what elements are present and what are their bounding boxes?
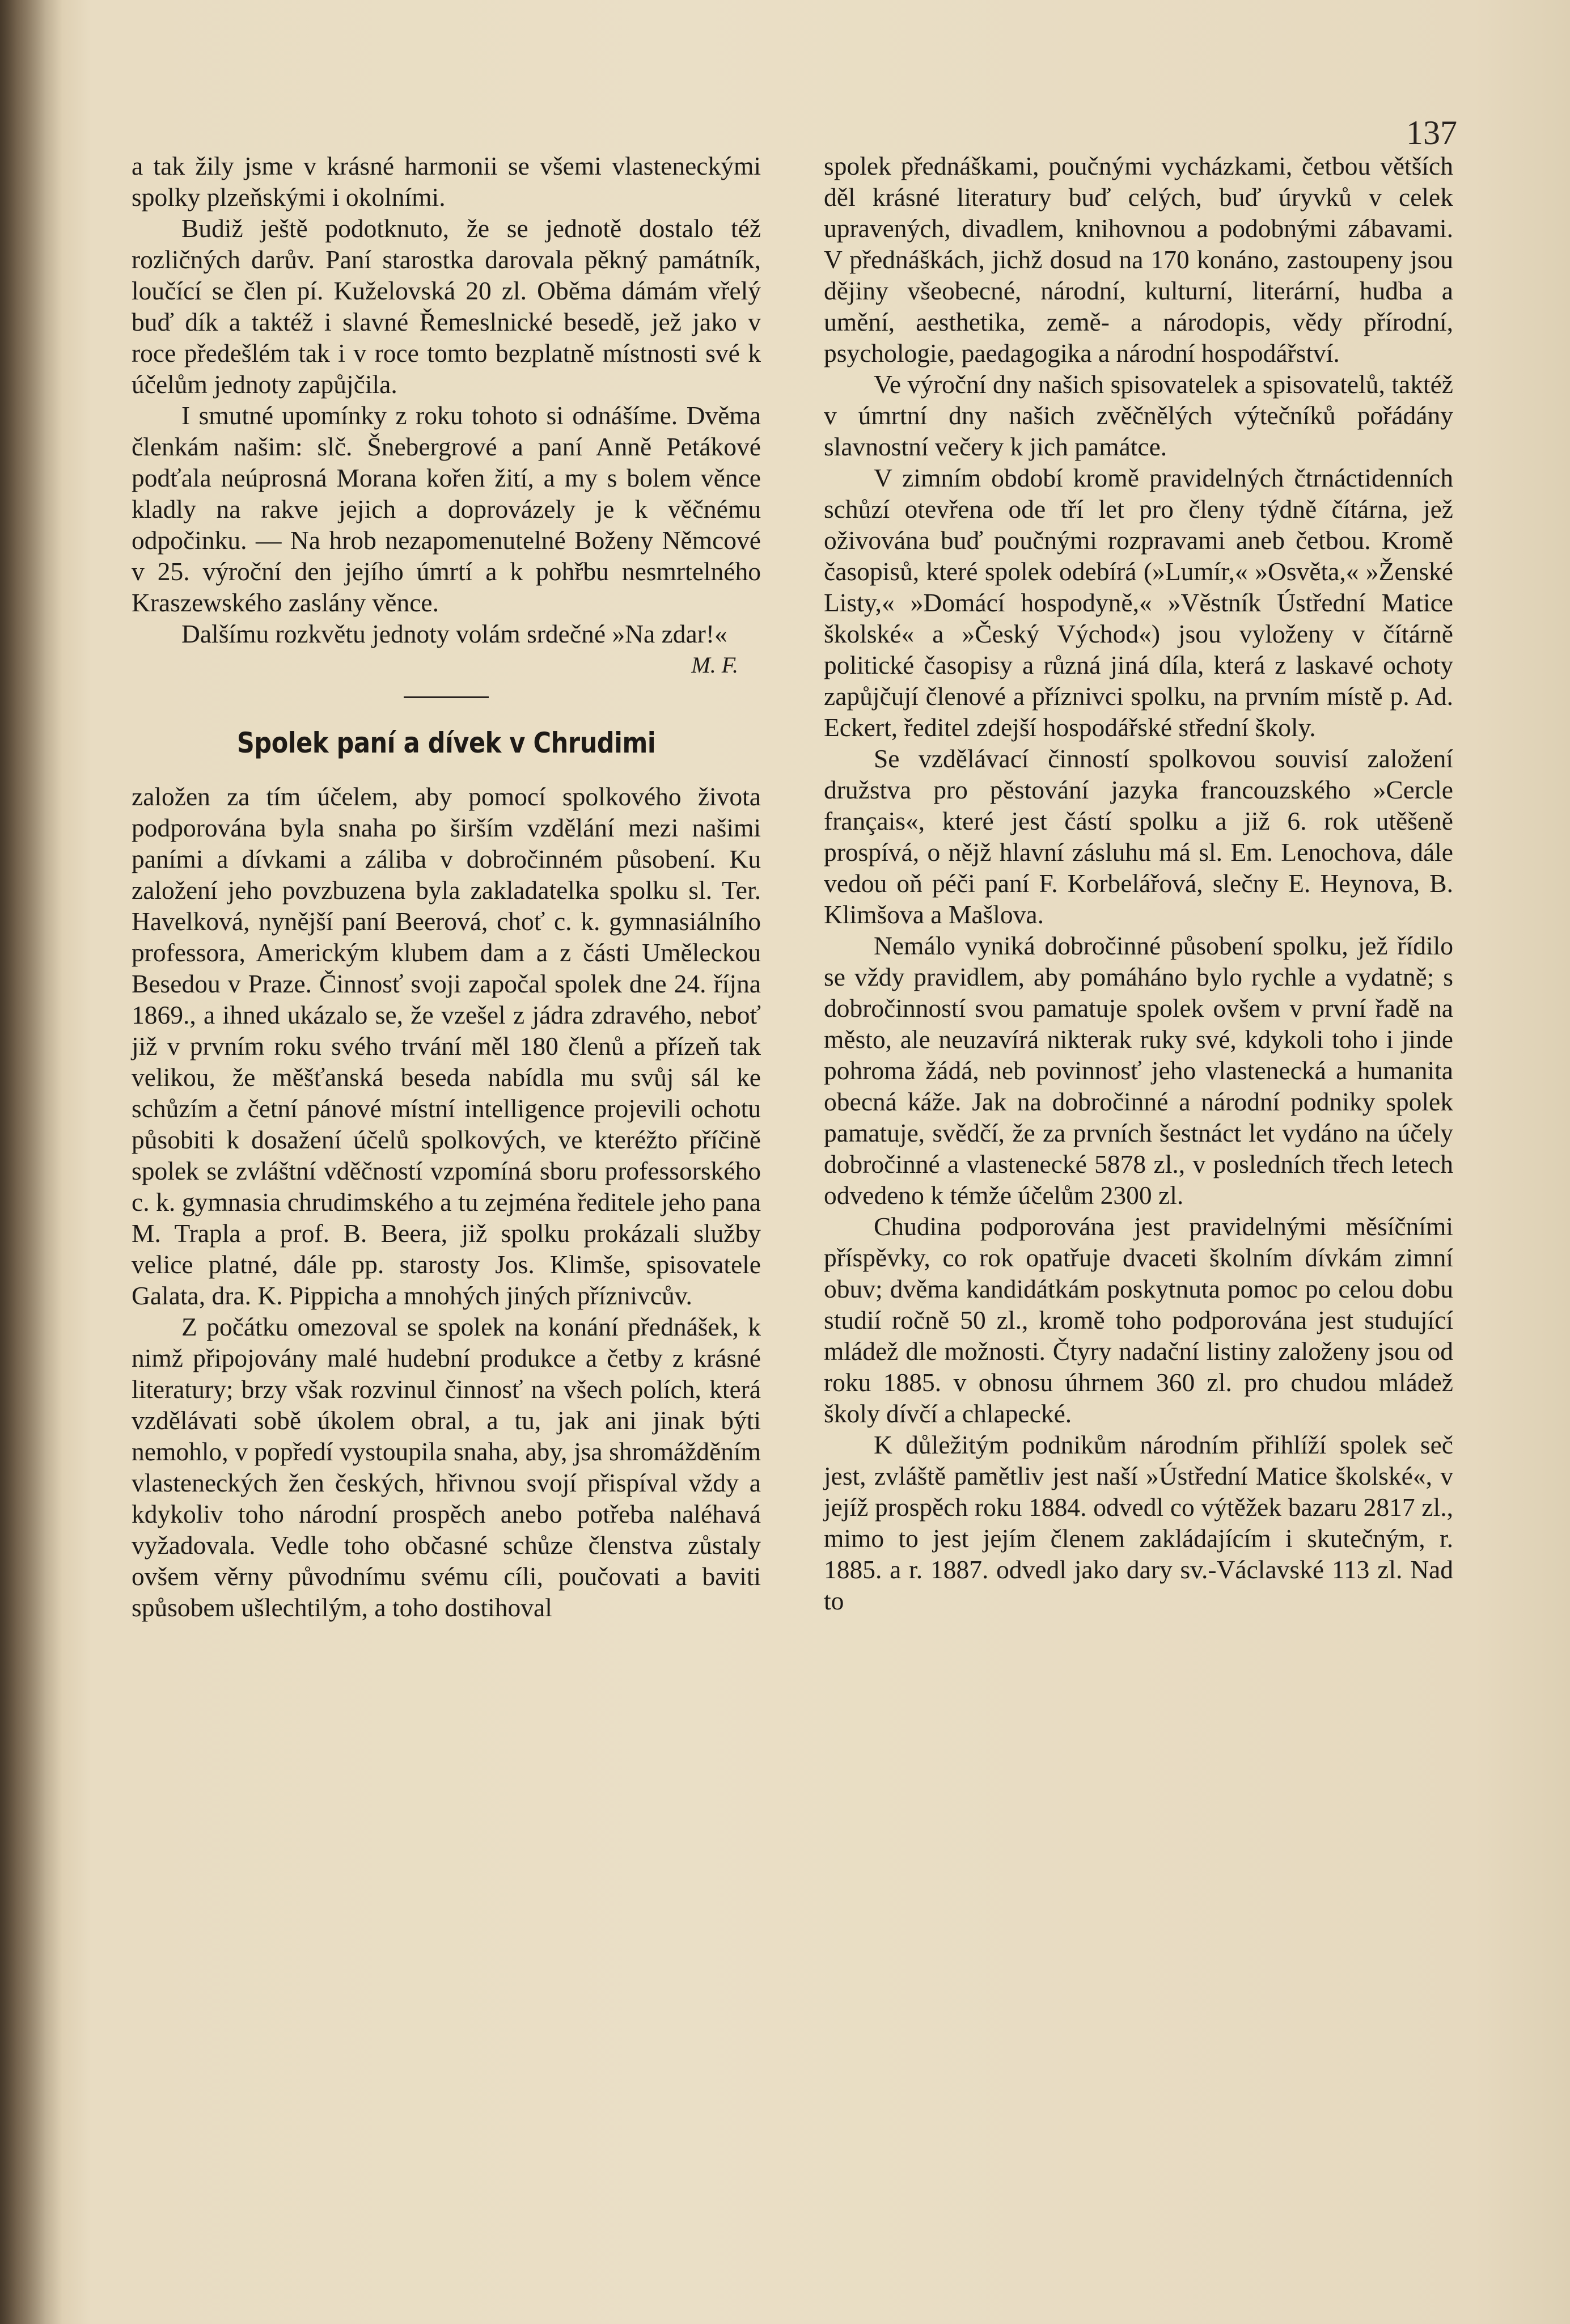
paragraph: spolek přednáškami, poučnými vycházkami, četbou větších děl krásné literatury buď celých, buď úryvků v celek upravených, divadlem, knihovnou a podobnými zábavami. V přednáškách, jichž dosud na 170 konáno, zastoupeny jsou dějiny všeobecné, národní, kulturní, literární, hudba a umění, aesthetika, země- a národopis, vědy přírodní, psychologie, paedagogika a národní hospodářství. (824, 151, 1453, 367)
page-number: 137 (1406, 114, 1457, 151)
section-separator (404, 696, 489, 698)
paragraph: a tak žily jsme v krásné harmonii se všemi vlasteneckými spolky plzeňskými i okolními. (132, 151, 761, 212)
left-column (132, 150, 761, 1623)
spine-shadow (0, 0, 62, 2324)
paragraph: Se vzdělávací činností spolkovou souvisí založení družstva pro pěstování jazyka francouzského »Cercle français«, které jest částí spolku a již 6. rok utěšeně prospívá, o nějž hlavní zásluhu má sl. Em. Lenochova, dále vedou oň péči paní F. Korbelářová, slečny E. Heynova, B. Klimšova a Mašlova. (824, 744, 1453, 929)
paragraph: I smutné upomínky z roku tohoto si odnášíme. Dvěma členkám našim: slč. Šnebergrové a paní Anně Petákové podťala neúprosná Morana kořen žití, a my s bolem věnce kladly na rakve jejich a doprovázely je k věčnému odpočinku. — Na hrob nezapomenutelné Boženy Němcové v 25. výroční den jejího úmrtí a k pohřbu nesmrtelného Kraszewského zaslány věnce. (132, 401, 761, 617)
paragraph: založen za tím účelem, aby pomocí spolkového života podporována byla snaha po širším vzdělání mezi našimi paními a dívkami a záliba v dobročinném působení. Ku založení jeho povzbuzena byla zakladatelka spolku sl. Ter. Havelková, nynější paní Beerová, choť c. k. gymnasiálního professora, Americkým klubem dam a z části Uměleckou Besedou v Praze. Činnosť svoji započal spolek dne 24. října 1869., a ihned ukázalo se, že vzešel z jádra zdravého, neboť již v prvním roku svého trvání měl 180 členů a přízeň tak velikou, že měšťanská beseda nabídla mu svůj sál ke schůzím a četní pánové místní intelligence projevili ochotu působiti k dosažení účelů spolkových, ve kteréžto příčině spolek se zvláštní vděčností vzpomíná sboru professorského c. k. gymnasia chrudimského a tu zejména ředitele jeho pana M. Trapla a prof. B. Beera, již spolku prokázali služby velice platné, dále pp. starosty Jos. Klimše, spisovatele Galata, dra. K. Pippicha a mnohých jiných příznivcův. (132, 782, 761, 1310)
section-heading: Spolek paní a dívek v Chrudimi (236, 726, 656, 759)
paragraph: Chudina podporována jest pravidelnými měsíčními příspěvky, co rok opatřuje dvaceti školním dívkám zimní obuv; dvěma kandidátkám poskytnuta pomoc po celou dobu studií ročně 50 zl., kromě toho podporována jest studující mládež dle možnosti. Čtyry nadační listiny založeny jsou od roku 1885. v obnosu úhrnem 360 zl. pro chudou mládež školy dívčí a chlapecké. (824, 1212, 1453, 1428)
author-signature: M. F. (691, 652, 738, 678)
paragraph: K důležitým podnikům národním přihlíží spolek seč jest, zvláště pamětliv jest naší »Ústřední Matice školské«, v jejíž prospěch roku 1884. odvedl co výtěžek bazaru 2817 zl., mimo to jest jejím členem zakládajícím i skutečným, r. 1885. a r. 1887. odvedl jako dary sv.-Václavské 113 zl. Nad to (824, 1430, 1453, 1615)
paragraph: Ve výroční dny našich spisovatelek a spisovatelů, taktéž v úmrtní dny našich zvěčnělých výtečníků pořádány slavnostní večery k jich památce. (824, 370, 1453, 461)
paragraph: Nemálo vyniká dobročinné působení spolku, jež řídilo se vždy pravidlem, aby pomáháno bylo rychle a vydatně; s dobročinností svou pamatuje spolek ovšem v první řadě na město, ale neuzavírá nikterak ruky své, kdykoli toho i jinde pohroma žádá, neb povinnosť jeho vlastenecká a humanita obecná káže. Jak na dobročinné a národní podniky spolek pamatuje, svědčí, že za prvních šestnáct let vydáno na účely dobročinné a vlastenecké 5878 zl., v posledních třech letech odvedeno k témže účelům 2300 zl. (824, 931, 1453, 1210)
paragraph: Z počátku omezoval se spolek na konání přednášek, k nimž připojovány malé hudební produkce a četby z krásné literatury; brzy však rozvinul činnosť na všech polích, která vzdělávati sobě úkolem obral, a tu, jak ani jinak býti nemohlo, v popředí vystoupila snaha, aby, jsa shromážděním vlasteneckých žen českých, hřivnou svojí přispíval vždy a kdykoliv toho národní prospěch anebo potřeba naléhavá vyžadovala. Vedle toho občasné schůze členstva zůstaly ovšem věrny původnímu svému cíli, poučovati a baviti spůsobem ušlechtilým, a toho dostihoval (132, 1312, 761, 1622)
paragraph: Budiž ještě podotknuto, že se jednotě dostalo též rozličných darův. Paní starostka darovala pěkný památník, loučící se člen pí. Kuželovská 20 zl. Oběma dámám vřelý buď dík a taktéž i slavné Řemeslnické besedě, jež jako v roce předešlém tak i v roce tomto bezplatně místnosti své k účelům jednoty zapůjčila. (132, 214, 761, 399)
closing-text: Dalšímu rozkvětu jednoty volám srdečné »Na zdar!« (181, 619, 727, 648)
closing-paragraph (132, 618, 761, 678)
paragraph: V zimním období kromě pravidelných čtrnáctidenních schůzí otevřena ode tří let pro členy týdně čítárna, jež oživována buď poučnými rozpravami aneb četbou. Kromě časopisů, které spolek odebírá (»Lumír,« »Osvěta,« »Ženské Listy,« »Domácí hospodyně,« »Věstník Ústřední Matice školské« a »Český Východ«) jsou vyloženy v čítárně politické časopisy a různá jiná díla, která z laskavé ochoty zapůjčují členové a příznivci spolku, na prvním místě p. Ad. Eckert, ředitel zdejší hospodářské střední školy. (824, 463, 1453, 742)
right-column (824, 150, 1453, 1616)
